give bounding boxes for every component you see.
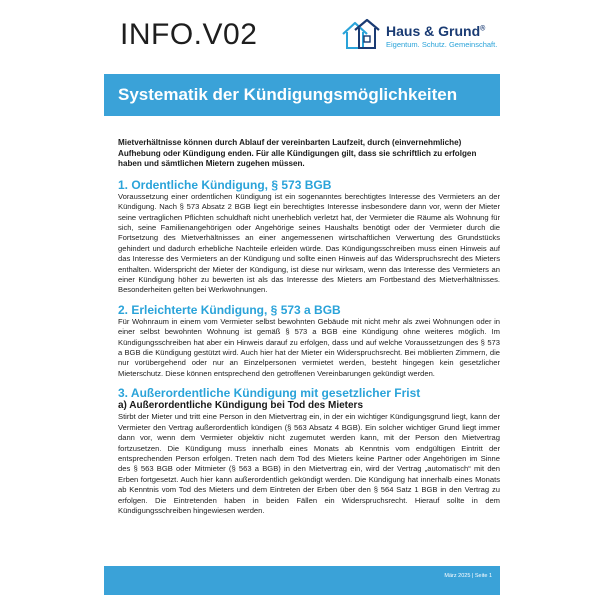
section-2-heading: 2. Erleichterte Kündigung, § 573 a BGB [118, 302, 341, 317]
house-logo-icon [340, 18, 382, 54]
title-banner [104, 74, 500, 116]
footer-bar [104, 566, 500, 595]
section-1-heading: 1. Ordentliche Kündigung, § 573 BGB [118, 177, 332, 192]
intro-paragraph: Mietverhältnisse können durch Ablauf der vereinbarten Laufzeit, durch (einvernehmliche) Aufhebung oder Kündigung enden. Für alle Kündigungen gilt, dass sie schriftlich zu erfolgen haben und sämtlichen Mietern zugehen müssen. [118, 138, 477, 169]
logo-tagline: Eigentum. Schutz. Gemeinschaft. [386, 40, 498, 49]
section-3a-subheading: a) Außerordentliche Kündigung bei Tod des Mieters [118, 400, 364, 412]
info-title: INFO.V02 [120, 18, 258, 51]
footer-date-page: März 2025 | Seite 1 [444, 573, 492, 579]
section-2-body: Für Wohnraum in einem vom Vermieter selbst bewohnten Gebäude mit nicht mehr als zwei Wohnungen oder in einer selbst bewohnten Wohnung ist gemäß § 573 a BGB eine Kündigung ohne weiteres möglich. Im Kündigungsschreiben hat aber ein Hinweis darauf zu erfolgen, dass und auf welche Voraussetzungen des § 573 a BGB die Kündigung gestützt wird. Auch hier hat der Mieter ein Widerspruchsrecht. Bei möblierten Zimmern, die nur vorübergehend oder nur an Einzelpersonen vermietet werden, besteht hingegen kein gesetzlicher Mieterschutz. Diese können entsprechend den getroffenen Vereinbarungen gekündigt werden. [118, 316, 500, 378]
section-3-heading: 3. Außerordentliche Kündigung mit gesetzlicher Frist [118, 386, 421, 401]
haus-und-grund-logo [340, 18, 500, 54]
registered-mark: ® [480, 25, 486, 33]
logo-name-text: Haus & Grund [386, 23, 481, 39]
logo-name [386, 23, 485, 39]
document-content [118, 138, 500, 523]
banner-title: Systematik der Kündigungsmöglichkeiten [118, 85, 458, 104]
section-3a-body: Stirbt der Mieter und tritt eine Person in den Mietvertrag ein, in der ein wichtiger Kündigungsgrund liegt, kann der Vermieter den Vertrag außerordentlich kündigen (§ 563 Absatz 4 BGB). Ein solcher wichtiger Grund liegt immer dann vor, wenn dem Vermieter objektiv nicht zugemutet werden kann, mit der Person den Mietvertrag fortzusetzen. Die Kündigung muss innerhalb eines Monats ab Kenntnis vom endgültigen Eintritt der entsprechenden Person erfolgen. Treten nach dem Tod des Mieters keine Partner oder Angehörigen im Sinne des § 563 BGB oder Mitmieter (§ 563 a BGB) in den Mietvertrag ein, wird der Vertrag „automatisch“ mit den Erben fortgesetzt. Auch hier kann außerordentlich gekündigt werden. Die Kündigung hat innerhalb eines Monats ab Kenntnis vom Tod des Mieters und dem Eintreten der Erben über den § 564 Satz 1 BGB in den Vertrag zu erfolgen. Die Eintretenden haben in beiden Fällen ein Widerspruchsrecht. Hierauf sollte in dem Kündigungsschreiben hingewiesen werden. [118, 412, 500, 515]
section-1-body: Voraussetzung einer ordentlichen Kündigung ist ein sogenanntes berechtigtes Interesse des Vermieters an der Kündigung. Nach § 573 Absatz 2 BGB liegt ein berechtigtes Interesse insbesondere dann vor, wenn der Mieter seine vertraglichen Pflichten schuldhaft nicht unerheblich verletzt hat, der Vermieter die Räume als Wohnung für sich, seine Familienangehörigen oder Angehörige seines Haushalts benötigt oder der Vermieter durch die Fortsetzung des Mietverhältnisses an einer angemessenen wirtschaftlichen Verwertung des Grundstücks gehindert und dadurch erhebliche Nachteile erleiden würde. Das Kündigungsschreiben muss einen Hinweis auf das Interesse des Vermieters an der Kündigung und sollte einen Hinweis auf das Widerspruchsrecht des Mieters enthalten. Widerspricht der Mieter der Kündigung, ist diese nur wirksam, wenn das Interesse des Vermieters an einer Kündigung höher zu bewerten ist als das Interesse des Mieters am Fortbestand des Mietverhältnisses. Besonderheiten gelten bei Werkwohnungen. [118, 191, 500, 295]
